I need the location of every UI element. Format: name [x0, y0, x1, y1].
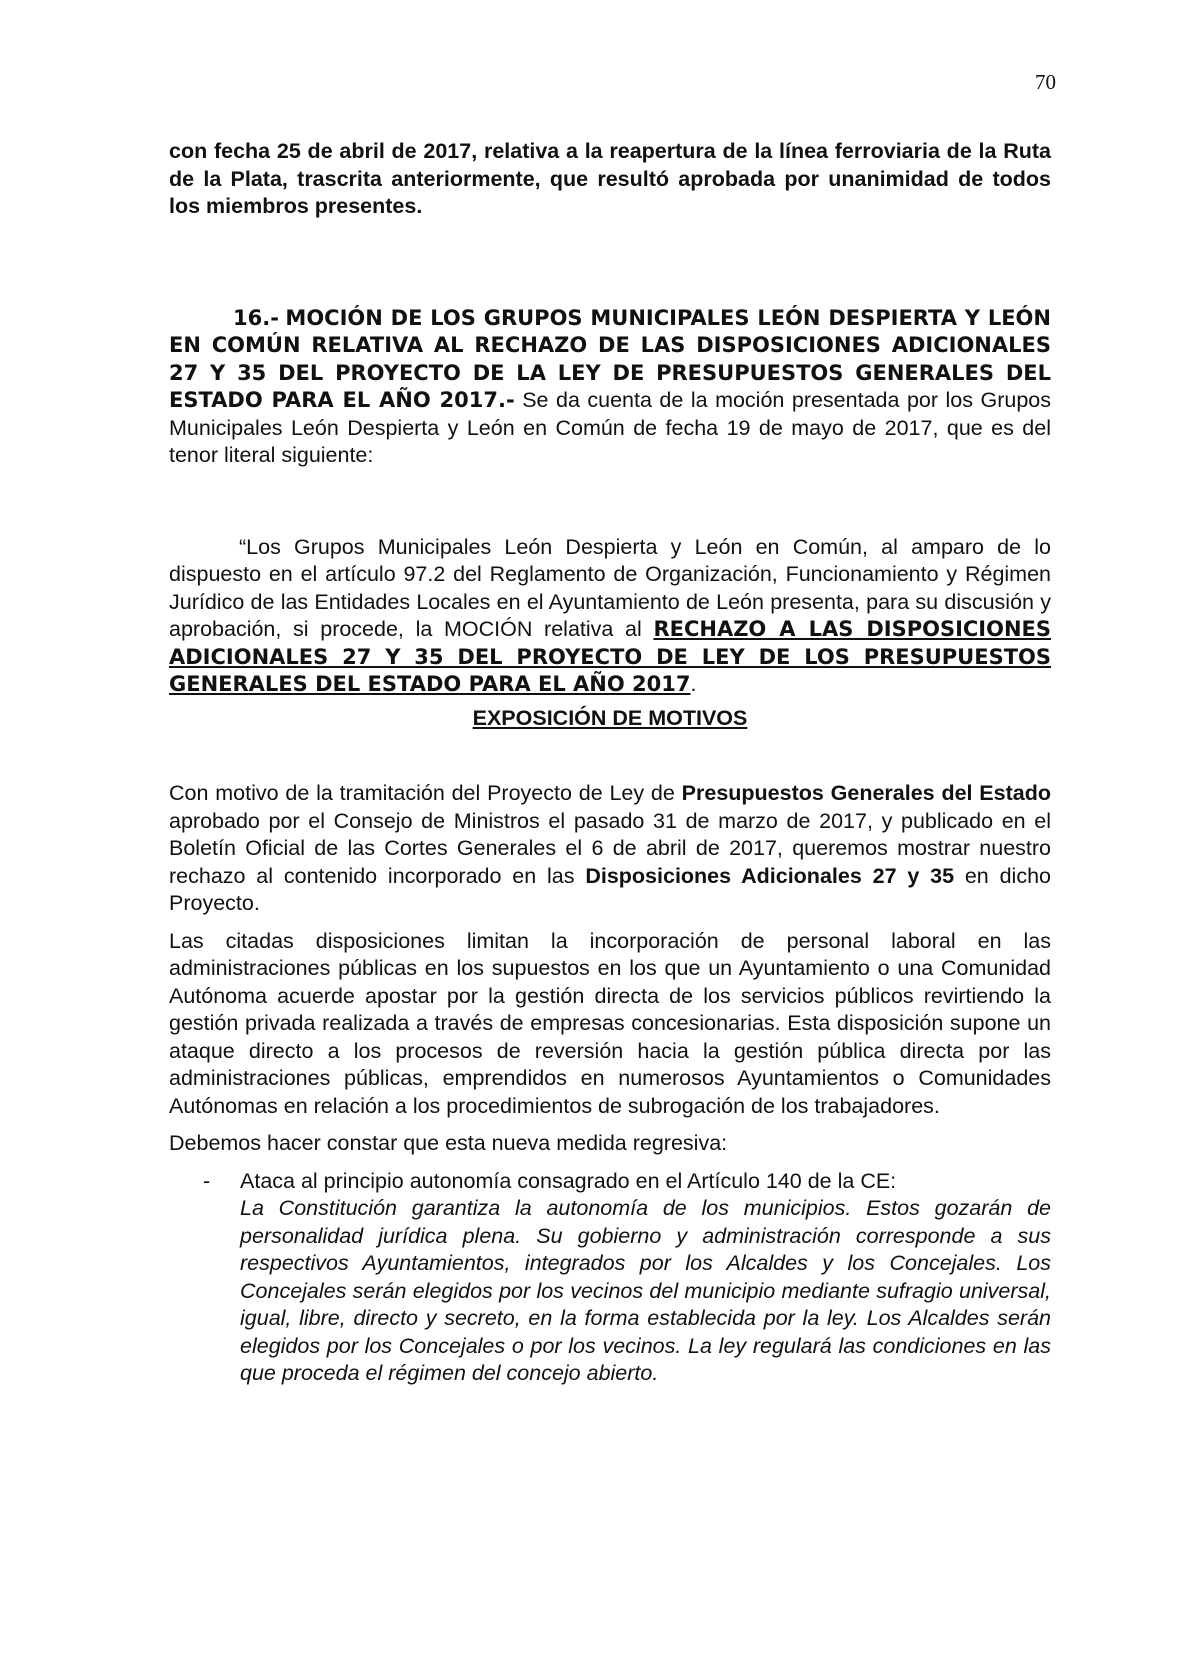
exposicion-p1-c: aprobado por el Consejo de Ministros el pasado 31 de marzo de 2017, y publicado en el Boletín Oficial de las Cortes Generales el 6 de abril de 2017, queremos mostrar nuestro rechazo al contenido incorporado en las — [169, 808, 1051, 888]
exposicion-p1-a: Con motivo de la tramitación del Proyecto de Ley de — [169, 781, 682, 805]
bullet-dash: - — [203, 1168, 211, 1193]
motion-title: MOCIÓN DE LOS GRUPOS MUNICIPALES LEÓN DESPIERTA Y LEÓN EN COMÚN RELATIVA AL RECHAZO DE LAS DISPOSICIONES ADICIONALES 27 Y 35 DEL PROYECTO DE LA LEY DE PRESUPUESTOS GENERALES DEL ESTADO PARA EL AÑO 2017.- — [169, 305, 1051, 412]
quote-paragraph — [169, 534, 1051, 699]
page-number: 70 — [1035, 70, 1056, 94]
exposicion-p1-d: Disposiciones Adicionales 27 y 35 — [585, 863, 955, 888]
list-item-quote: La Constitución garantiza la autonomía de los municipios. Estos gozarán de personalidad jurídica plena. Su gobierno y administración corresponde a sus respectivos Ayuntamientos, integrados por los Alcaldes y los Concejales. Los Concejales serán elegidos por los vecinos del municipio mediante sufragio universal, igual, libre, directo y secreto, en la forma establecida por la ley. Los Alcaldes serán elegidos por los Concejales o por los vecinos. La ley regulará las condiciones en las que proceda el régimen del concejo abierto. — [240, 1196, 1051, 1385]
document-body — [169, 138, 1051, 1388]
exposicion-paragraph-2: Las citadas disposiciones limitan la incorporación de personal laboral en las administraciones públicas en los supuestos en los que un Ayuntamiento o una Comunidad Autónoma acuerde apostar por la gestión directa de los servicios públicos revirtiendo la gestión privada realizada a través de empresas concesionarias. Esta disposición supone un ataque directo a los procesos de reversión hacia la gestión pública directa por las administraciones públicas, emprendidos en numerosos Ayuntamientos o Comunidades Autónomas en relación a los procedimientos de subrogación de los trabajadores. — [169, 928, 1051, 1118]
quote-end: . — [690, 672, 697, 696]
exposicion-paragraph-1 — [169, 780, 1051, 918]
exposicion-p1-b: Presupuestos Generales del Estado — [681, 781, 1051, 805]
exposicion-paragraph-3: Debemos hacer constar que esta nueva medida regresiva: — [169, 1131, 728, 1155]
section-title — [169, 705, 1051, 733]
list-item — [169, 1168, 1051, 1388]
intro-paragraph: con fecha 25 de abril de 2017, relativa a la reapertura de la línea ferroviaria de la Ruta de la Plata, trascrita anteriormente, que resultó aprobada por unanimidad de todos los miembros presentes. — [169, 139, 1051, 218]
motion-paragraph — [169, 305, 1051, 470]
exposicion-p1-e: en dicho Proyecto. — [169, 863, 1051, 915]
list-item-lead: Ataca al principio autonomía consagrado en el Artículo 140 de la CE: — [240, 1168, 897, 1193]
quote-text: “Los Grupos Municipales León Despierta y León en Común, al amparo de lo dispuesto en el artículo 97.2 del Reglamento de Organización, Funcionamiento y Régimen Jurídico de las Entidades Locales en el Ayuntamiento de León presenta, para su discusión y aprobación, si procede, la MOCIÓN relativa al — [169, 534, 1051, 641]
motion-number: 16.- — [233, 305, 279, 330]
motion-body: Se da cuenta de la moción presentada por los Grupos Municipales León Despierta y León en Común de fecha 19 de mayo de 2017, que es del tenor literal siguiente: — [169, 388, 1051, 467]
quote-emphasis: RECHAZO A LAS DISPOSICIONES ADICIONALES 27 Y 35 DEL PROYECTO DE LEY DE LOS PRESUPUESTOS GENERALES DEL ESTADO PARA EL AÑO 2017 — [169, 617, 1052, 696]
section-title-text: EXPOSICIÓN DE MOTIVOS — [472, 705, 748, 730]
